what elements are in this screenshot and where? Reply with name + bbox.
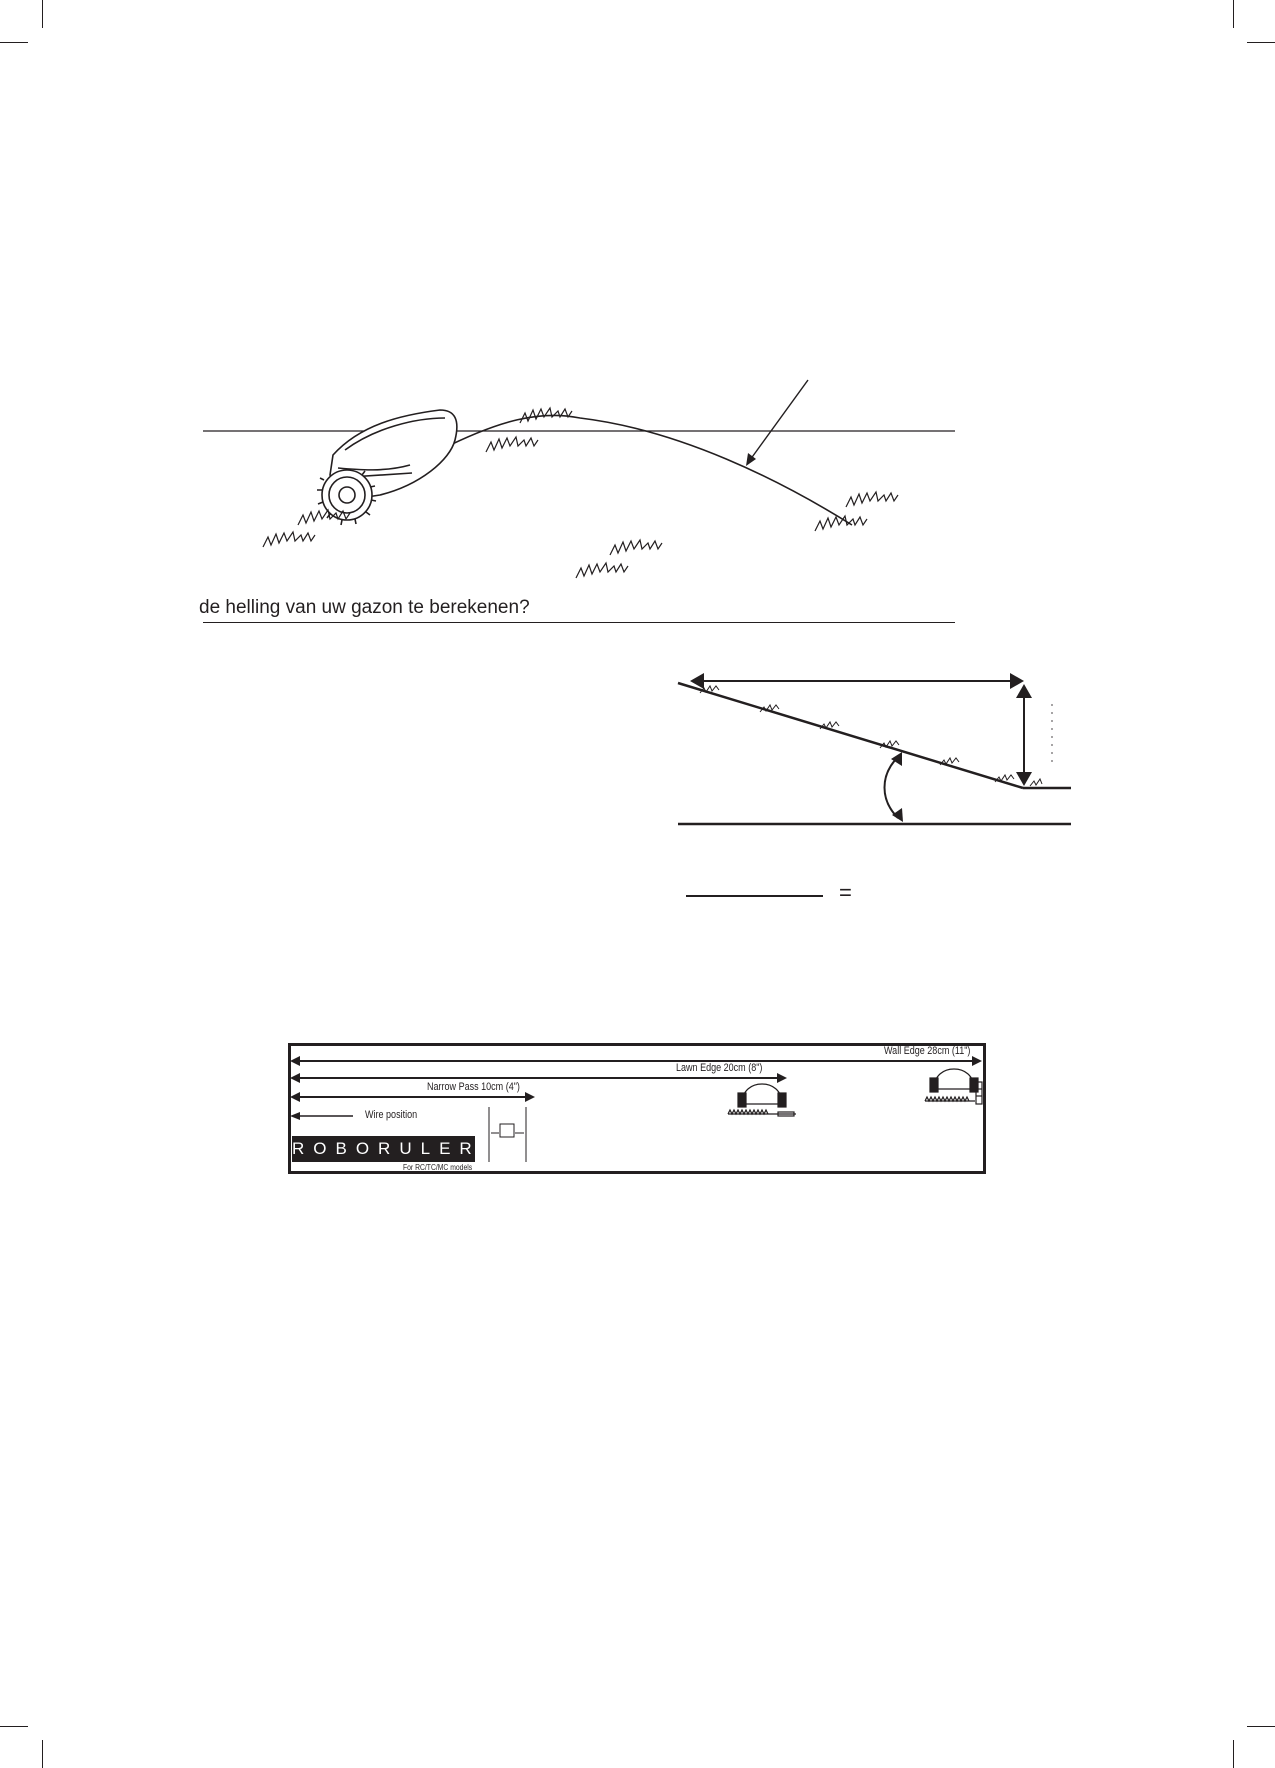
wire-position-label: Wire position xyxy=(365,1109,418,1121)
crop-mark-bottom-right-vertical xyxy=(1233,1740,1234,1768)
vertical-arrow-head-top xyxy=(1016,684,1032,698)
slope-drawing xyxy=(0,640,1275,840)
wall-edge-label: Wall Edge 28cm (11") xyxy=(884,1045,971,1057)
narrow-pass-label: Narrow Pass 10cm (4") xyxy=(427,1081,520,1093)
section-question: de helling van uw gazon te berekenen? xyxy=(199,597,530,618)
section-underline xyxy=(203,622,955,623)
crop-mark-bottom-right-horizontal xyxy=(1247,1726,1275,1727)
hill-drawing xyxy=(0,0,1275,600)
fraction-bar xyxy=(686,895,823,897)
crop-mark-bottom-left-horizontal xyxy=(0,1726,28,1727)
roboruler-subtitle: For RC/TC/MC models xyxy=(403,1163,473,1172)
crop-mark-bottom-left-vertical xyxy=(42,1740,43,1768)
horizontal-arrow-head-right xyxy=(1010,673,1024,689)
slope-diagram xyxy=(0,640,1275,840)
slope-line xyxy=(678,683,1023,788)
roboruler-brand: ROBORULER xyxy=(292,1136,475,1162)
hill-curve xyxy=(440,415,852,525)
lawn-edge-label: Lawn Edge 20cm (8") xyxy=(676,1062,763,1074)
pointer-arrow-line xyxy=(750,380,808,460)
mower-icon xyxy=(317,410,457,525)
vertical-arrow-head-bottom xyxy=(1016,772,1032,786)
equals-sign: = xyxy=(839,880,852,905)
angle-arc-head-bottom xyxy=(892,808,903,822)
angle-arc xyxy=(885,757,899,818)
hill-illustration xyxy=(0,0,1275,600)
slope-grass xyxy=(700,686,1042,786)
